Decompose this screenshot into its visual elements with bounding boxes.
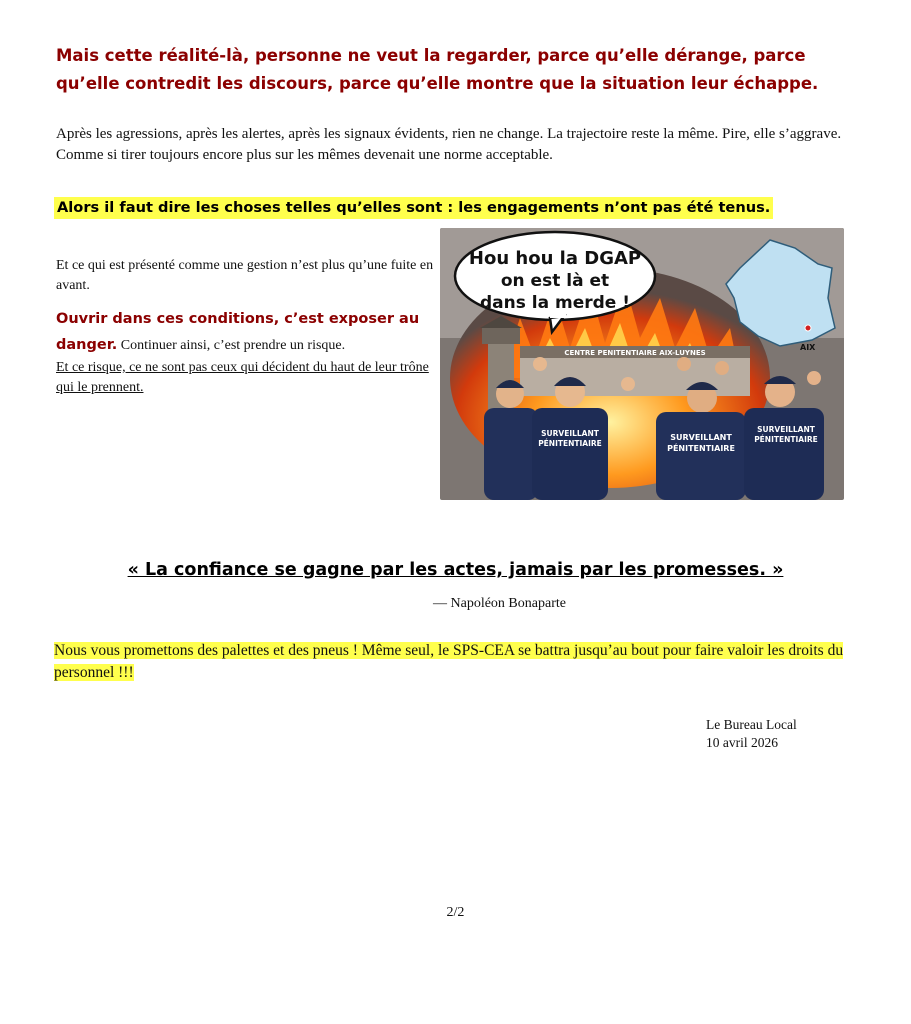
signature-author: Le Bureau Local	[706, 717, 797, 732]
risk-sentence: Continuer ainsi, c’est prendre un risque.	[117, 338, 346, 353]
danger-statement: Ouvrir dans ces conditions, c’est exposer au danger.	[56, 311, 420, 353]
svg-text:PÉNITENTIAIRE: PÉNITENTIAIRE	[754, 435, 818, 444]
cartoon-illustration	[440, 228, 844, 500]
svg-text:PÉNITENTIAIRE: PÉNITENTIAIRE	[538, 439, 602, 448]
svg-text:on est là et: on est là et	[500, 271, 610, 291]
svg-text:SURVEILLANT: SURVEILLANT	[541, 429, 599, 438]
signature-block	[706, 716, 797, 752]
left-paragraph-1: Et ce qui est présenté comme une gestion n’est plus qu’une fuite en avant.	[56, 258, 434, 293]
promise-text: Nous vous promettons des palettes et des pneus ! Même seul, le SPS-CEA se battra jusqu’au bout pour faire valoir les droits du personnel !!!	[54, 642, 844, 681]
underlined-sentence: Et ce risque, ce ne sont pas ceux qui décident du haut de leur trône qui le prennent.	[56, 360, 429, 395]
intro-paragraph: Après les agressions, après les alertes, après les signaux évidents, rien ne change. La trajectoire reste la même. Pire, elle s’aggrave. Comme si tirer toujours encore plus sur les mêmes devenait une norme acceptable.	[56, 126, 842, 163]
promise-statement	[54, 640, 859, 684]
highlight-statement: Alors il faut dire les choses telles qu’elles sont : les engagements n’ont pas été tenus.	[54, 197, 773, 219]
left-paragraph-2	[56, 306, 441, 398]
svg-text:Hou hou la DGAP: Hou hou la DGAP	[468, 248, 642, 269]
headline: Mais cette réalité-là, personne ne veut la regarder, parce qu’elle dérange, parce qu’elle contredit les discours, parce qu’elle montre que la situation leur échappe.	[56, 46, 819, 93]
quote-author: — Napoléon Bonaparte	[433, 596, 566, 611]
page-number: 2/2	[446, 905, 465, 920]
svg-text:PÉNITENTIAIRE: PÉNITENTIAIRE	[667, 444, 735, 453]
signature-date: 10 avril 2026	[706, 735, 778, 750]
svg-text:SURVEILLANT: SURVEILLANT	[670, 433, 732, 442]
svg-text:AIX: AIX	[800, 343, 816, 352]
svg-text:CENTRE PENITENTIAIRE AIX-LUYNE: CENTRE PENITENTIAIRE AIX-LUYNES	[564, 349, 706, 357]
svg-text:dans la merde !: dans la merde !	[480, 293, 630, 313]
svg-text:SURVEILLANT: SURVEILLANT	[757, 425, 815, 434]
left-column	[56, 256, 441, 408]
quote: « La confiance se gagne par les actes, jamais par les promesses. »	[127, 560, 784, 580]
